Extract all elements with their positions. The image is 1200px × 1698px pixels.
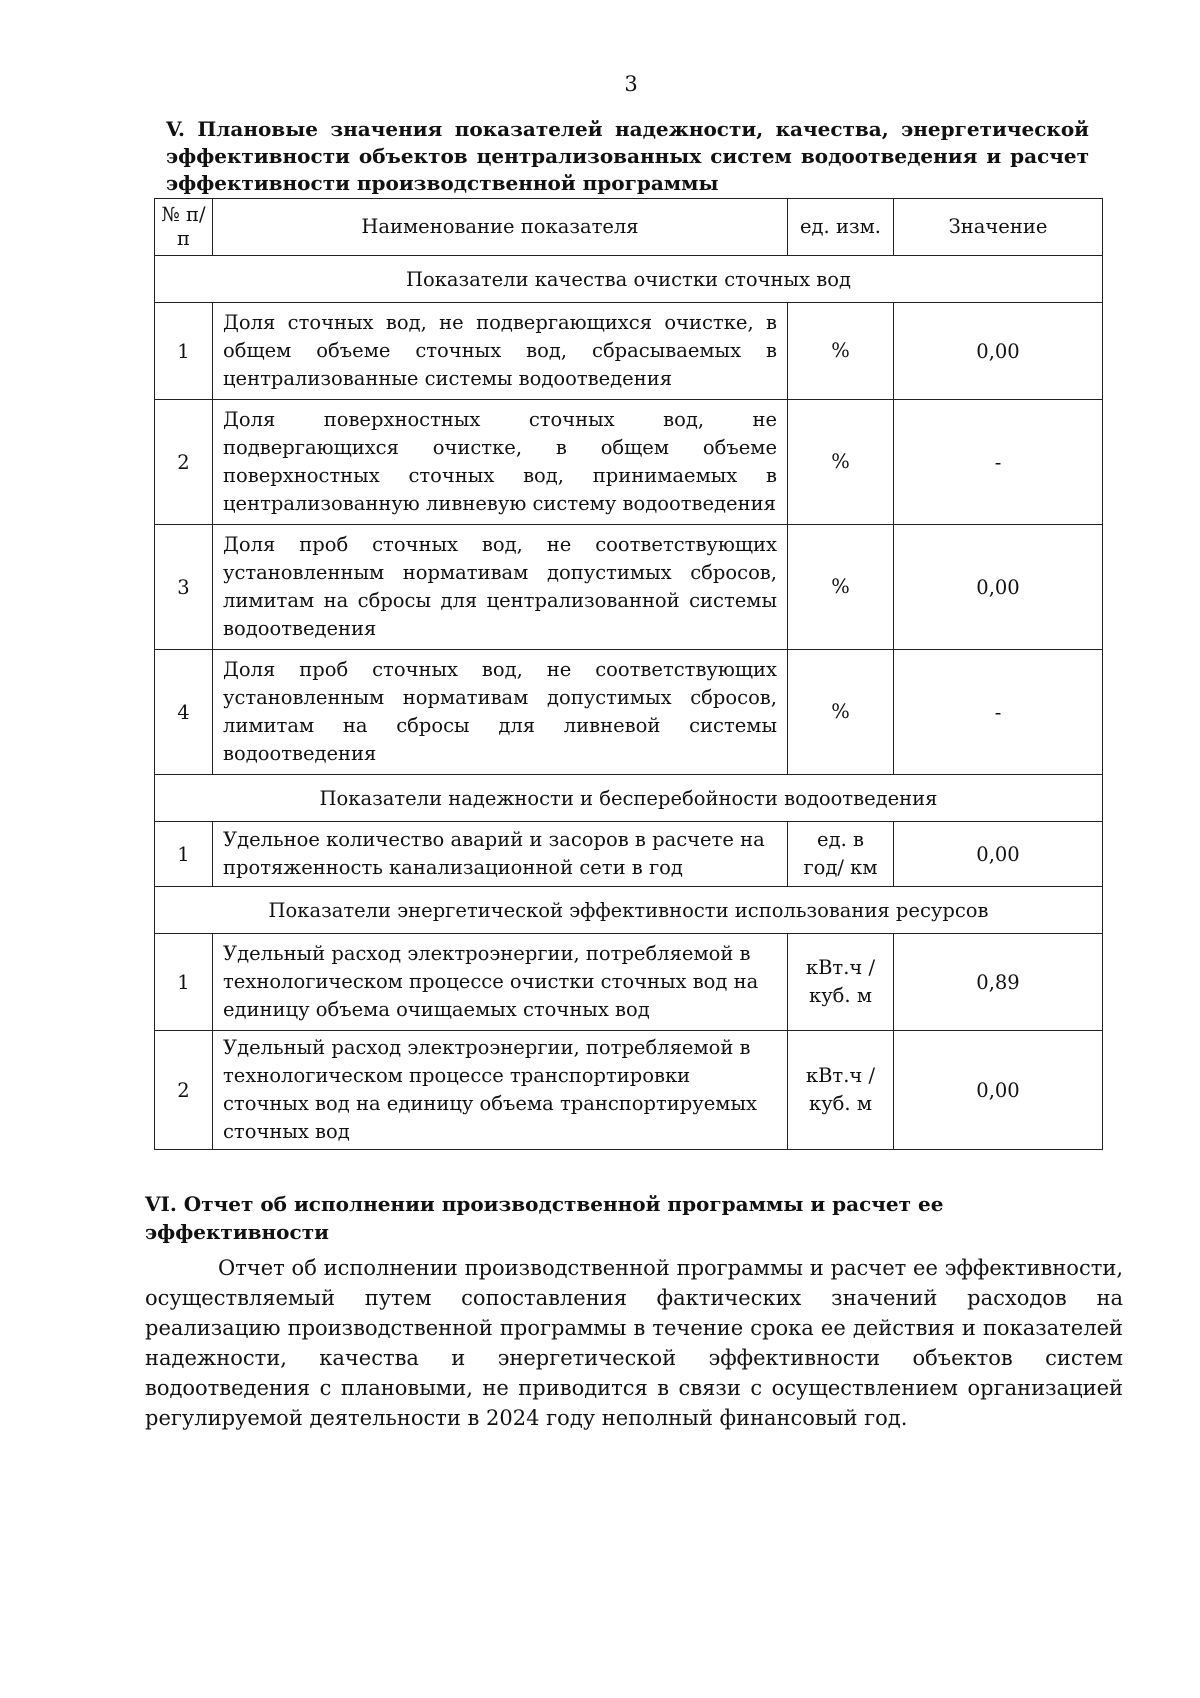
table-row bbox=[155, 650, 1103, 775]
row-unit: ед. в год/ км bbox=[788, 822, 894, 887]
table-row bbox=[155, 934, 1103, 1031]
table-row bbox=[155, 1031, 1103, 1150]
group-title: Показатели качества очистки сточных вод bbox=[155, 256, 1103, 303]
header-unit: ед. изм. bbox=[788, 199, 894, 256]
row-num: 1 bbox=[155, 303, 213, 400]
header-value: Значение bbox=[894, 199, 1103, 256]
row-name: Доля проб сточных вод, не соответствующих установленным нормативам допустимых сбросов, лимитам на сбросы для ливневой системы водоотведения bbox=[213, 650, 788, 775]
row-name: Доля сточных вод, не подвергающихся очистке, в общем объеме сточных вод, сбрасываемых в централизованные системы водоотведения bbox=[213, 303, 788, 400]
row-num: 2 bbox=[155, 400, 213, 525]
table-row bbox=[155, 303, 1103, 400]
section-5-title: V. Плановые значения показателей надежности, качества, энергетической эффективности объектов централизованных систем водоотведения и расчет эффективности производственной программы bbox=[166, 117, 1089, 195]
table-row bbox=[155, 525, 1103, 650]
row-unit: % bbox=[788, 525, 894, 650]
group-row bbox=[155, 256, 1103, 303]
section-6-title: VI. Отчет об исполнении производственной программы и расчет ее эффективности bbox=[145, 1192, 944, 1244]
table-row bbox=[155, 822, 1103, 887]
row-name: Доля поверхностных сточных вод, не подвергающихся очистке, в общем объеме поверхностных сточных вод, принимаемых в централизованную ливневую систему водоотведения bbox=[213, 400, 788, 525]
group-title: Показатели энергетической эффективности использования ресурсов bbox=[155, 887, 1103, 934]
row-num: 3 bbox=[155, 525, 213, 650]
page-number: 3 bbox=[624, 72, 638, 96]
indicators-table bbox=[154, 198, 1103, 1150]
row-value: 0,00 bbox=[894, 822, 1103, 887]
row-unit: % bbox=[788, 400, 894, 525]
table-row bbox=[155, 400, 1103, 525]
row-num: 1 bbox=[155, 822, 213, 887]
row-unit: кВт.ч / куб. м bbox=[788, 934, 894, 1031]
table-body bbox=[155, 256, 1103, 1150]
row-num: 1 bbox=[155, 934, 213, 1031]
group-row bbox=[155, 775, 1103, 822]
table-header-row bbox=[155, 199, 1103, 256]
group-title: Показатели надежности и бесперебойности водоотведения bbox=[155, 775, 1103, 822]
row-unit: % bbox=[788, 650, 894, 775]
row-name: Удельный расход электроэнергии, потребляемой в технологическом процессе транспортировки сточных вод на единицу объема транспортируемых сточных вод bbox=[213, 1031, 788, 1150]
row-unit: кВт.ч / куб. м bbox=[788, 1031, 894, 1150]
row-value: 0,00 bbox=[894, 525, 1103, 650]
row-value: 0,89 bbox=[894, 934, 1103, 1031]
row-name: Доля проб сточных вод, не соответствующих установленным нормативам допустимых сбросов, лимитам на сбросы для централизованной системы водоотведения bbox=[213, 525, 788, 650]
row-name: Удельное количество аварий и засоров в расчете на протяженность канализационной сети в год bbox=[213, 822, 788, 887]
report-paragraph: Отчет об исполнении производственной программы и расчет ее эффективности, осуществляемый путем сопоставления фактических значений расходов на реализацию производственной программы в течение срока ее действия и показателей надежности, качества и энергетической эффективности объектов систем водоотведения с плановыми, не приводится в связи с осуществлением организацией регулируемой деятельности в 2024 году неполный финансовый год. bbox=[145, 1256, 1123, 1430]
row-unit: % bbox=[788, 303, 894, 400]
header-name: Наименование показателя bbox=[213, 199, 788, 256]
row-value: 0,00 bbox=[894, 1031, 1103, 1150]
row-value: 0,00 bbox=[894, 303, 1103, 400]
header-num: № п/п bbox=[155, 199, 213, 256]
row-value: - bbox=[894, 650, 1103, 775]
row-value: - bbox=[894, 400, 1103, 525]
row-num: 4 bbox=[155, 650, 213, 775]
group-row bbox=[155, 887, 1103, 934]
row-name: Удельный расход электроэнергии, потребляемой в технологическом процессе очистки сточных вод на единицу объема очищаемых сточных вод bbox=[213, 934, 788, 1031]
row-num: 2 bbox=[155, 1031, 213, 1150]
